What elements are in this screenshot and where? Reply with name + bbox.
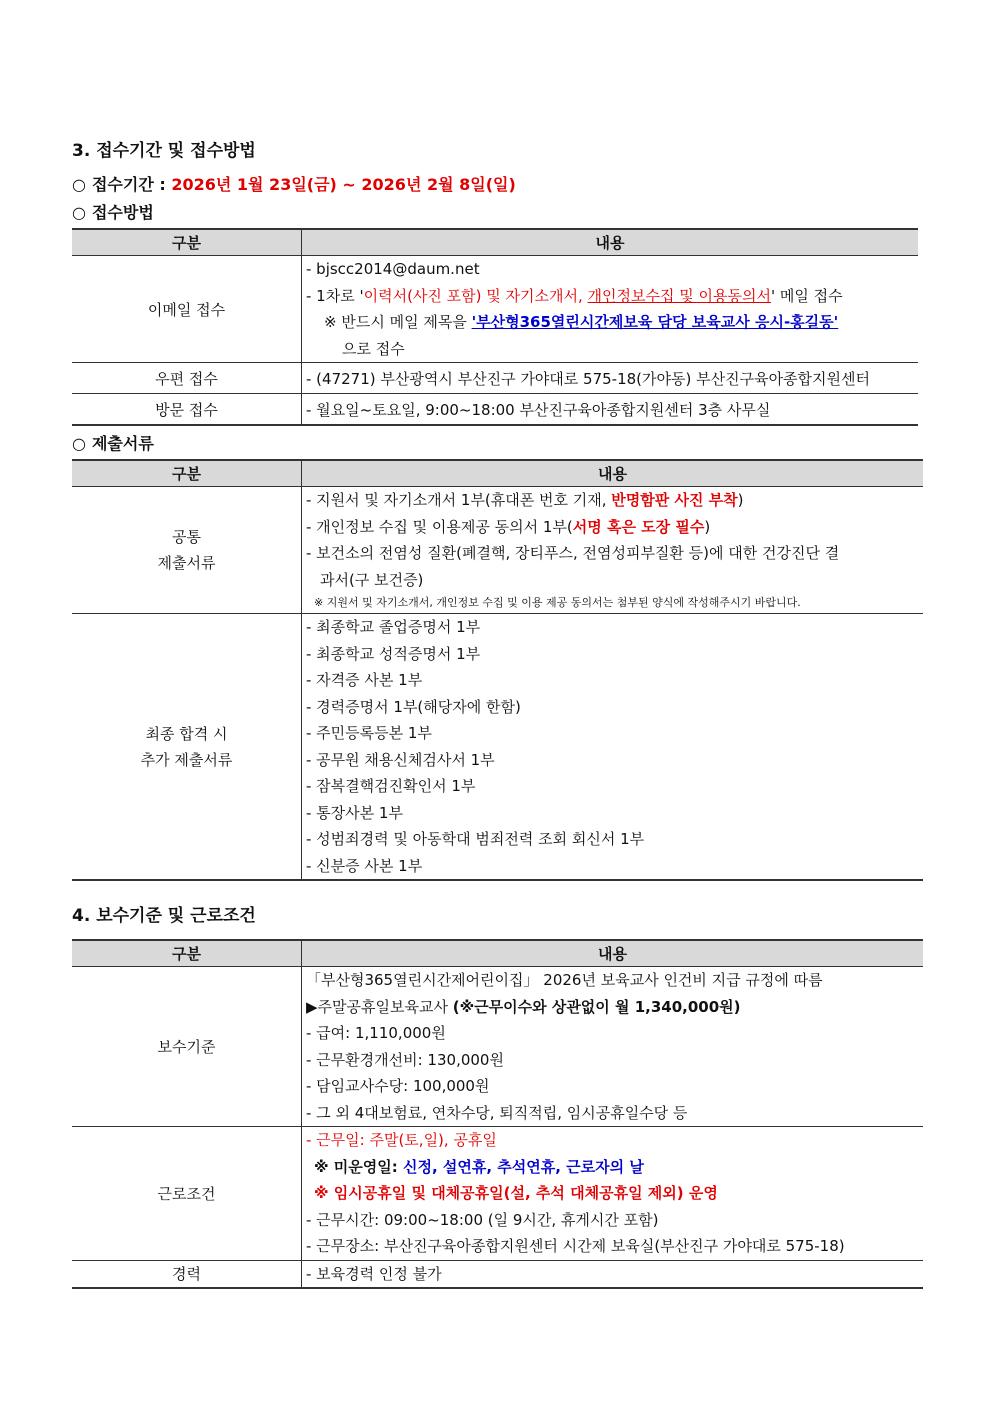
list-item: - 신분증 사본 1부 bbox=[306, 856, 423, 875]
common-item-3-cont: 과서(구 보건증) bbox=[320, 570, 424, 589]
text-red: 서명 혹은 도장 필수 bbox=[572, 517, 705, 536]
email-subject-example: '부산형365열린시간제보육 담당 보육교사 응시-홍길동' bbox=[471, 313, 839, 331]
text-blue: 신정, 설연휴, 추석연휴, 근로자의 날 bbox=[403, 1157, 644, 1176]
text-red-underlined: 개인정보수집 및 이용동의서 bbox=[587, 286, 771, 305]
table-header-category: 구분 bbox=[72, 229, 302, 256]
text: - 지원서 및 자기소개서 1부(휴대폰 번호 기재, bbox=[306, 491, 612, 509]
circle-bullet-icon: ○ bbox=[72, 203, 86, 222]
work-line-3: ※ 임시공휴일 및 대체공휴일(설, 추석 대체공휴일 제외) 운영 bbox=[314, 1184, 718, 1202]
row-label-work: 근로조건 bbox=[72, 1127, 302, 1261]
text: ※ 반드시 메일 제목을 bbox=[324, 313, 472, 331]
email-line3 bbox=[306, 309, 918, 336]
text-red: 반명함판 사진 부착 bbox=[611, 491, 738, 509]
email-line2 bbox=[306, 283, 918, 310]
row-content-final bbox=[302, 614, 924, 881]
text: ※ 미운영일: bbox=[314, 1157, 403, 1176]
email-address: - bjscc2014@daum.net bbox=[306, 260, 480, 278]
list-item: - 주민등록등본 1부 bbox=[306, 724, 432, 742]
text: - 1차로 ' bbox=[306, 286, 364, 305]
row-label-post: 우편 접수 bbox=[72, 363, 302, 394]
list-item: - 통장사본 1부 bbox=[306, 803, 403, 822]
row-label-common bbox=[72, 487, 302, 614]
table-row-pay bbox=[72, 967, 923, 1127]
table-header-content: 내용 bbox=[302, 460, 924, 487]
table-row-work bbox=[72, 1127, 923, 1261]
label-line: 추가 제출서류 bbox=[140, 750, 233, 769]
docs-table bbox=[72, 459, 923, 881]
work-line-1: - 근무일: 주말(토,일), 공휴일 bbox=[306, 1131, 497, 1149]
text: ▶주말공휴일보육교사 bbox=[306, 997, 453, 1016]
list-item: - 자격증 사본 1부 bbox=[306, 671, 423, 689]
work-line-4: - 근무시간: 09:00~18:00 (일 9시간, 휴게시간 포함) bbox=[306, 1210, 659, 1229]
row-content-visit: - 월요일~토요일, 9:00~18:00 부산진구육아종합지원센터 3층 사무실 bbox=[302, 394, 919, 426]
table-row-common-docs bbox=[72, 487, 923, 614]
docs-line bbox=[72, 431, 154, 454]
text: ) bbox=[704, 517, 711, 536]
table-header-category: 구분 bbox=[72, 940, 302, 967]
row-content-pay bbox=[302, 967, 924, 1127]
row-label-visit: 방문 접수 bbox=[72, 394, 302, 426]
row-content-common bbox=[302, 487, 924, 614]
text-bold: (※근무이수와 상관없이 월 1,340,000원) bbox=[452, 997, 741, 1016]
period-label: 접수기간 : bbox=[91, 175, 166, 194]
list-item: - 경력증명서 1부(해당자에 한함) bbox=[306, 697, 521, 716]
list-item: - 최종학교 졸업증명서 1부 bbox=[306, 618, 481, 636]
method-table bbox=[72, 228, 918, 426]
list-item: - 공무원 채용신체검사서 1부 bbox=[306, 750, 495, 769]
pay-line-1: 「부산형365열린시간제어린이집」 2026년 보육교사 인건비 지급 규정에 따름 bbox=[306, 971, 823, 989]
section4-title: 4. 보수기준 및 근로조건 bbox=[72, 906, 256, 926]
period-line bbox=[72, 172, 516, 195]
common-item-2 bbox=[306, 514, 923, 541]
table-row-career bbox=[72, 1260, 923, 1288]
row-label-pay: 보수기준 bbox=[72, 967, 302, 1127]
docs-label: 제출서류 bbox=[91, 434, 154, 453]
row-content-career: - 보육경력 인정 불가 bbox=[302, 1260, 924, 1288]
label-line: 공통 bbox=[172, 528, 201, 546]
pay-table bbox=[72, 939, 923, 1289]
table-row-post bbox=[72, 363, 918, 394]
table-row-visit bbox=[72, 394, 918, 426]
row-content-email bbox=[302, 256, 919, 363]
pay-line-6: - 그 외 4대보험료, 연차수당, 퇴직적립, 임시공휴일수당 등 bbox=[306, 1103, 688, 1122]
text: - 개인정보 수집 및 이용제공 동의서 1부( bbox=[306, 517, 573, 536]
text: ) bbox=[737, 491, 744, 509]
method-label: 접수방법 bbox=[91, 203, 154, 222]
common-item-3: - 보건소의 전염성 질환(폐결핵, 장티푸스, 전염성피부질환 등)에 대한 건강진단 결 bbox=[306, 544, 840, 562]
table-header-content: 내용 bbox=[302, 229, 919, 256]
row-content-work bbox=[302, 1127, 924, 1261]
email-line4: 으로 접수 bbox=[342, 339, 405, 358]
text: ' 메일 접수 bbox=[770, 286, 843, 305]
text-red: 이력서(사진 포함) 및 자기소개서, bbox=[363, 286, 588, 305]
row-label-career: 경력 bbox=[72, 1260, 302, 1288]
work-line-2 bbox=[306, 1154, 923, 1181]
row-label-final bbox=[72, 614, 302, 881]
pay-line-5: - 담임교사수당: 100,000원 bbox=[306, 1077, 490, 1095]
work-line-5: - 근무장소: 부산진구육아종합지원센터 시간제 보육실(부산진구 가야대로 575-18) bbox=[306, 1237, 845, 1255]
row-content-post: - (47271) 부산광역시 부산진구 가야대로 575-18(가야동) 부산진구육아종합지원센터 bbox=[302, 363, 919, 394]
method-line bbox=[72, 200, 154, 223]
list-item: - 최종학교 성적증명서 1부 bbox=[306, 644, 481, 663]
pay-line-2 bbox=[306, 994, 923, 1021]
pay-line-3: - 급여: 1,110,000원 bbox=[306, 1024, 446, 1042]
period-value: 2026년 1월 23일(금) ~ 2026년 2월 8일(일) bbox=[171, 175, 516, 194]
section3-title: 3. 접수기간 및 접수방법 bbox=[72, 141, 256, 161]
pay-line-4: - 근무환경개선비: 130,000원 bbox=[306, 1050, 504, 1069]
list-item: - 성범죄경력 및 아동학대 범죄전력 조회 회신서 1부 bbox=[306, 830, 645, 848]
circle-bullet-icon: ○ bbox=[72, 434, 86, 453]
common-note: ※ 지원서 및 자기소개서, 개인정보 수집 및 이용 제공 동의서는 첨부된 양식에 작성해주시기 바랍니다. bbox=[314, 596, 801, 609]
table-row-email bbox=[72, 256, 918, 363]
circle-bullet-icon: ○ bbox=[72, 175, 86, 194]
table-header-content: 내용 bbox=[302, 940, 924, 967]
label-line: 최종 합격 시 bbox=[145, 724, 228, 743]
table-row-final-docs bbox=[72, 614, 923, 881]
label-line: 제출서류 bbox=[157, 554, 216, 572]
table-header-category: 구분 bbox=[72, 460, 302, 487]
row-label-email: 이메일 접수 bbox=[72, 256, 302, 363]
common-item-1 bbox=[306, 487, 923, 514]
list-item: - 잠복결핵검진확인서 1부 bbox=[306, 777, 476, 795]
